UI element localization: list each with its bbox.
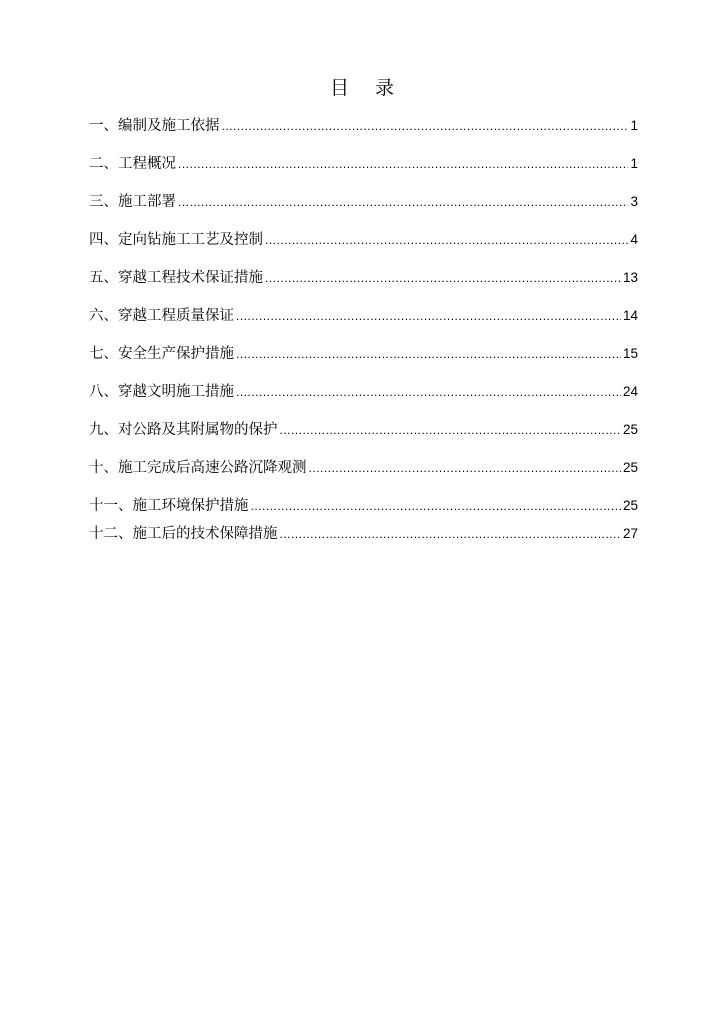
toc-dot-leader xyxy=(236,303,621,329)
toc-entry[interactable] xyxy=(89,189,638,227)
toc-entry[interactable] xyxy=(89,455,638,493)
toc-entry[interactable] xyxy=(89,341,638,379)
toc-list xyxy=(89,113,638,559)
toc-entry[interactable] xyxy=(89,379,638,417)
toc-entry[interactable] xyxy=(89,417,638,455)
toc-entry[interactable] xyxy=(89,113,638,151)
toc-dot-leader xyxy=(251,493,621,519)
toc-entry-page: 3 xyxy=(630,194,638,209)
toc-entry-label: 七、安全生产保护措施 xyxy=(89,346,234,362)
toc-entry-label: 四、定向钻施工工艺及控制 xyxy=(89,232,263,248)
toc-dot-leader xyxy=(236,379,621,405)
toc-dot-leader xyxy=(265,265,621,291)
toc-dot-leader xyxy=(178,151,628,177)
toc-entry[interactable] xyxy=(89,265,638,303)
toc-dot-leader xyxy=(265,227,628,253)
toc-entry-label: 十一、施工环境保护措施 xyxy=(89,498,249,514)
toc-entry-label: 九、对公路及其附属物的保护 xyxy=(89,422,278,438)
toc-entry-label: 八、穿越文明施工措施 xyxy=(89,384,234,400)
toc-entry-page: 1 xyxy=(630,156,638,171)
toc-dot-leader xyxy=(280,521,621,547)
toc-entry[interactable] xyxy=(89,303,638,341)
toc-dot-leader xyxy=(222,113,629,139)
toc-dot-leader xyxy=(178,189,628,215)
toc-entry-label: 二、工程概况 xyxy=(89,156,176,172)
toc-entry-label: 一、编制及施工依据 xyxy=(89,118,220,134)
toc-entry-page: 25 xyxy=(622,498,638,513)
toc-title: 目 录 xyxy=(329,77,405,99)
toc-entry[interactable] xyxy=(89,521,638,559)
toc-entry-page: 25 xyxy=(622,422,638,437)
toc-entry-page: 27 xyxy=(622,526,638,541)
toc-dot-leader xyxy=(280,417,621,443)
toc-entry-label: 六、穿越工程质量保证 xyxy=(89,308,234,324)
toc-dot-leader xyxy=(309,455,621,481)
toc-entry-label: 十、施工完成后高速公路沉降观测 xyxy=(89,460,307,476)
toc-entry-label: 十二、施工后的技术保障措施 xyxy=(89,526,278,542)
toc-entry-page: 25 xyxy=(622,460,638,475)
toc-entry[interactable] xyxy=(89,493,638,521)
toc-entry-page: 1 xyxy=(630,118,638,133)
toc-entry-page: 15 xyxy=(622,346,638,361)
toc-entry-page: 13 xyxy=(622,270,638,285)
toc-entry-label: 三、施工部署 xyxy=(89,194,176,210)
toc-entry[interactable] xyxy=(89,227,638,265)
toc-entry[interactable] xyxy=(89,151,638,189)
toc-entry-page: 24 xyxy=(622,384,638,399)
toc-entry-page: 14 xyxy=(622,308,638,323)
toc-entry-page: 4 xyxy=(630,232,638,247)
toc-dot-leader xyxy=(236,341,621,367)
toc-entry-label: 五、穿越工程技术保证措施 xyxy=(89,270,263,286)
